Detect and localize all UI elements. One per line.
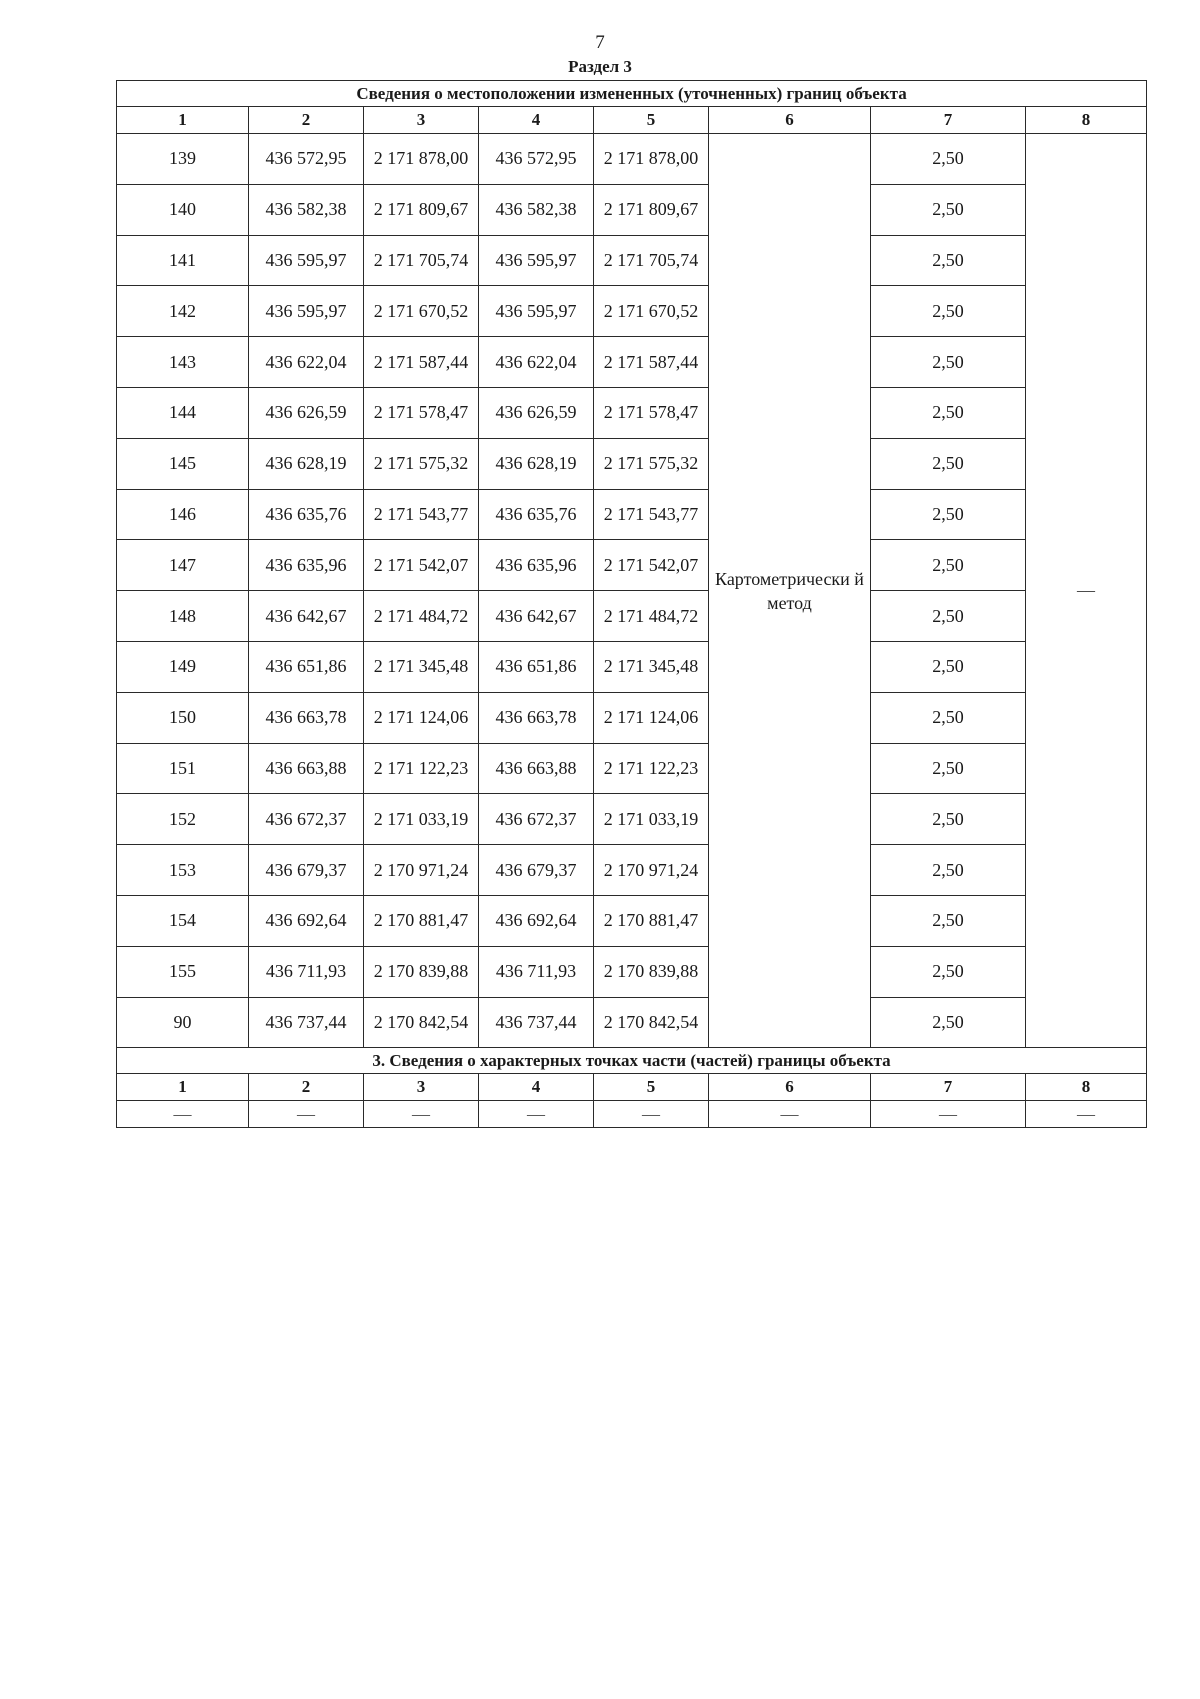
cell-x2: 436 622,04 <box>479 337 594 388</box>
cell-accuracy: 2,50 <box>871 134 1026 185</box>
cell-x1: 436 672,37 <box>249 794 364 845</box>
sub-data-cell: — <box>871 1101 1026 1128</box>
cell-y2: 2 171 578,47 <box>594 387 709 438</box>
sub-header-cell: 3 <box>364 1074 479 1101</box>
sub-header-cell: 1 <box>117 1074 249 1101</box>
cell-n: 152 <box>117 794 249 845</box>
cell-y2: 2 171 122,23 <box>594 743 709 794</box>
cell-y2: 2 171 124,06 <box>594 692 709 743</box>
sub-header-cell: 5 <box>594 1074 709 1101</box>
table-row <box>117 235 1147 286</box>
table-row <box>117 946 1147 997</box>
cell-y1: 2 171 033,19 <box>364 794 479 845</box>
cell-accuracy: 2,50 <box>871 540 1026 591</box>
cell-y2: 2 171 878,00 <box>594 134 709 185</box>
sub-data-cell: — <box>249 1101 364 1128</box>
cell-x2: 436 635,76 <box>479 489 594 540</box>
cell-x2: 436 672,37 <box>479 794 594 845</box>
cell-y2: 2 171 542,07 <box>594 540 709 591</box>
cell-y1: 2 170 839,88 <box>364 946 479 997</box>
sub-data-cell: — <box>709 1101 871 1128</box>
cell-y2: 2 170 842,54 <box>594 997 709 1048</box>
cell-accuracy: 2,50 <box>871 286 1026 337</box>
cell-n: 147 <box>117 540 249 591</box>
cell-x1: 436 663,78 <box>249 692 364 743</box>
header-cell: 8 <box>1026 107 1147 134</box>
header-cell: 2 <box>249 107 364 134</box>
cell-n: 90 <box>117 997 249 1048</box>
cell-x2: 436 626,59 <box>479 387 594 438</box>
cell-x2: 436 635,96 <box>479 540 594 591</box>
cell-y1: 2 171 345,48 <box>364 641 479 692</box>
cell-accuracy: 2,50 <box>871 692 1026 743</box>
cell-x2: 436 595,97 <box>479 235 594 286</box>
cell-n: 151 <box>117 743 249 794</box>
cell-y2: 2 171 670,52 <box>594 286 709 337</box>
cell-accuracy: 2,50 <box>871 794 1026 845</box>
cell-accuracy: 2,50 <box>871 489 1026 540</box>
cell-n: 144 <box>117 387 249 438</box>
cell-n: 145 <box>117 438 249 489</box>
cell-n: 146 <box>117 489 249 540</box>
sub-data-cell: — <box>594 1101 709 1128</box>
cell-y1: 2 170 842,54 <box>364 997 479 1048</box>
cell-x1: 436 582,38 <box>249 184 364 235</box>
table-row <box>117 845 1147 896</box>
cell-y2: 2 171 809,67 <box>594 184 709 235</box>
cell-y2: 2 171 575,32 <box>594 438 709 489</box>
cell-x1: 436 679,37 <box>249 845 364 896</box>
cell-x1: 436 663,88 <box>249 743 364 794</box>
table-row <box>117 184 1147 235</box>
cell-y2: 2 171 484,72 <box>594 591 709 642</box>
cell-n: 154 <box>117 895 249 946</box>
cell-y1: 2 171 484,72 <box>364 591 479 642</box>
sub-data-row <box>117 1101 1147 1128</box>
cell-y2: 2 171 587,44 <box>594 337 709 388</box>
cell-x2: 436 663,88 <box>479 743 594 794</box>
sub-header-cell: 2 <box>249 1074 364 1101</box>
page-number: 7 <box>595 32 605 53</box>
cell-y1: 2 171 705,74 <box>364 235 479 286</box>
cell-n: 139 <box>117 134 249 185</box>
table-row <box>117 134 1147 185</box>
cell-x2: 436 737,44 <box>479 997 594 1048</box>
table-row <box>117 438 1147 489</box>
cell-accuracy: 2,50 <box>871 845 1026 896</box>
cell-accuracy: 2,50 <box>871 743 1026 794</box>
header-cell: 7 <box>871 107 1026 134</box>
table-row <box>117 895 1147 946</box>
sub-header-cell: 8 <box>1026 1074 1147 1101</box>
cell-y1: 2 170 881,47 <box>364 895 479 946</box>
cell-x1: 436 642,67 <box>249 591 364 642</box>
sub-header-cell: 4 <box>479 1074 594 1101</box>
cell-n: 149 <box>117 641 249 692</box>
header-cell: 3 <box>364 107 479 134</box>
cell-n: 153 <box>117 845 249 896</box>
cell-x1: 436 622,04 <box>249 337 364 388</box>
cell-x1: 436 595,97 <box>249 286 364 337</box>
cell-x1: 436 692,64 <box>249 895 364 946</box>
cell-y2: 2 171 033,19 <box>594 794 709 845</box>
cell-x2: 436 595,97 <box>479 286 594 337</box>
cell-n: 142 <box>117 286 249 337</box>
header-cell: 6 <box>709 107 871 134</box>
sub-data-cell: — <box>479 1101 594 1128</box>
note-cell: — <box>1026 134 1147 1048</box>
table-row <box>117 692 1147 743</box>
cell-n: 140 <box>117 184 249 235</box>
cell-x2: 436 692,64 <box>479 895 594 946</box>
cell-y1: 2 171 670,52 <box>364 286 479 337</box>
table-title: Сведения о местоположении измененных (уточненных) границ объекта <box>117 81 1147 107</box>
table-row <box>117 489 1147 540</box>
cell-x2: 436 628,19 <box>479 438 594 489</box>
cell-accuracy: 2,50 <box>871 895 1026 946</box>
sub-header-cell: 7 <box>871 1074 1026 1101</box>
cell-y1: 2 171 575,32 <box>364 438 479 489</box>
cell-x1: 436 635,76 <box>249 489 364 540</box>
cell-n: 148 <box>117 591 249 642</box>
cell-x1: 436 737,44 <box>249 997 364 1048</box>
cell-y2: 2 171 543,77 <box>594 489 709 540</box>
cell-y1: 2 170 971,24 <box>364 845 479 896</box>
section-title: Раздел 3 <box>568 57 632 76</box>
table-row <box>117 641 1147 692</box>
sub-header-cell: 6 <box>709 1074 871 1101</box>
cell-y2: 2 170 971,24 <box>594 845 709 896</box>
cell-accuracy: 2,50 <box>871 591 1026 642</box>
cell-x1: 436 572,95 <box>249 134 364 185</box>
table-row <box>117 387 1147 438</box>
table-row <box>117 743 1147 794</box>
table-row <box>117 997 1147 1048</box>
cell-n: 155 <box>117 946 249 997</box>
cell-accuracy: 2,50 <box>871 387 1026 438</box>
cell-y1: 2 171 122,23 <box>364 743 479 794</box>
sub-data-cell: — <box>117 1101 249 1128</box>
cell-accuracy: 2,50 <box>871 641 1026 692</box>
cell-x1: 436 635,96 <box>249 540 364 591</box>
cell-x2: 436 651,86 <box>479 641 594 692</box>
table-row <box>117 286 1147 337</box>
cell-x1: 436 711,93 <box>249 946 364 997</box>
table-row <box>117 540 1147 591</box>
cell-x2: 436 642,67 <box>479 591 594 642</box>
subsection-title: 3. Сведения о характерных точках части (частей) границы объекта <box>117 1048 1147 1074</box>
cell-x1: 436 626,59 <box>249 387 364 438</box>
cell-y2: 2 171 345,48 <box>594 641 709 692</box>
header-cell: 1 <box>117 107 249 134</box>
cell-n: 141 <box>117 235 249 286</box>
cell-y1: 2 171 124,06 <box>364 692 479 743</box>
cell-x1: 436 651,86 <box>249 641 364 692</box>
header-row <box>117 107 1147 134</box>
cell-x1: 436 595,97 <box>249 235 364 286</box>
cell-y1: 2 171 809,67 <box>364 184 479 235</box>
cell-accuracy: 2,50 <box>871 438 1026 489</box>
cell-x2: 436 711,93 <box>479 946 594 997</box>
sub-data-cell: — <box>1026 1101 1147 1128</box>
cell-x2: 436 572,95 <box>479 134 594 185</box>
header-cell: 4 <box>479 107 594 134</box>
cell-y1: 2 171 543,77 <box>364 489 479 540</box>
cell-y2: 2 170 839,88 <box>594 946 709 997</box>
table-row <box>117 337 1147 388</box>
cell-y1: 2 171 578,47 <box>364 387 479 438</box>
cell-accuracy: 2,50 <box>871 184 1026 235</box>
table-row <box>117 591 1147 642</box>
boundary-table <box>116 80 1147 1128</box>
sub-data-cell: — <box>364 1101 479 1128</box>
cell-y1: 2 171 542,07 <box>364 540 479 591</box>
cell-x2: 436 663,78 <box>479 692 594 743</box>
method-cell: Картометрически й метод <box>709 134 871 1048</box>
cell-x1: 436 628,19 <box>249 438 364 489</box>
cell-y2: 2 171 705,74 <box>594 235 709 286</box>
cell-accuracy: 2,50 <box>871 946 1026 997</box>
cell-n: 143 <box>117 337 249 388</box>
sub-header-row <box>117 1074 1147 1101</box>
cell-y1: 2 171 878,00 <box>364 134 479 185</box>
cell-n: 150 <box>117 692 249 743</box>
cell-accuracy: 2,50 <box>871 235 1026 286</box>
table-row <box>117 794 1147 845</box>
cell-x2: 436 582,38 <box>479 184 594 235</box>
cell-accuracy: 2,50 <box>871 337 1026 388</box>
cell-y2: 2 170 881,47 <box>594 895 709 946</box>
cell-y1: 2 171 587,44 <box>364 337 479 388</box>
header-cell: 5 <box>594 107 709 134</box>
cell-x2: 436 679,37 <box>479 845 594 896</box>
cell-accuracy: 2,50 <box>871 997 1026 1048</box>
